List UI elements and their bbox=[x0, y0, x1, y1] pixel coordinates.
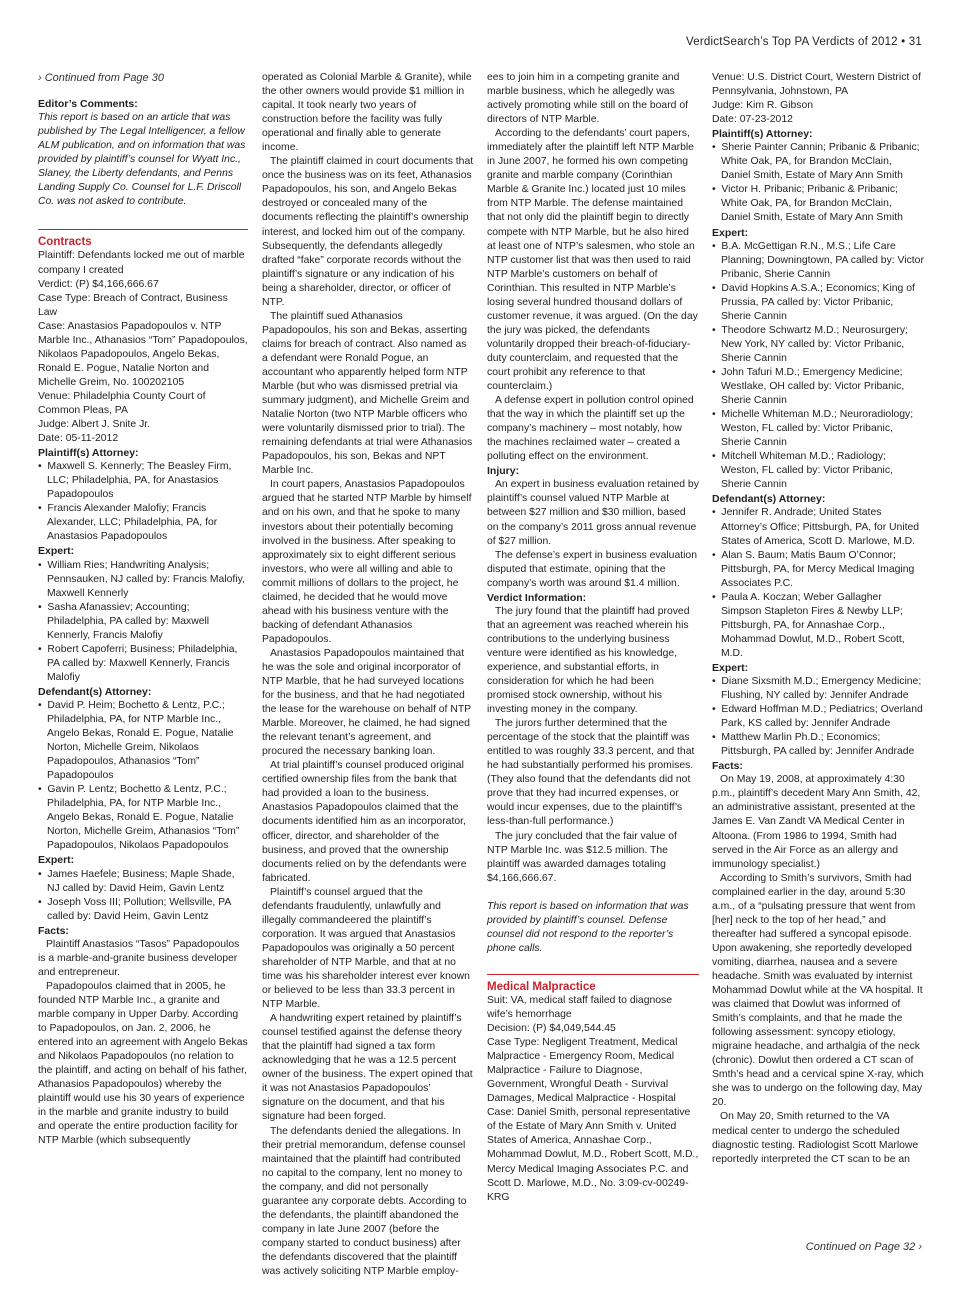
case1-defense-expert-list bbox=[38, 868, 248, 924]
case1-venue: Venue: Philadelphia County Court of Common Pleas, PA bbox=[38, 390, 206, 416]
list-item: • Francis Alexander Malofiy; Francis Alexander, LLC; Philadelphia, PA, for Anastasios Papadopoulos bbox=[38, 502, 248, 544]
case2-case-type: Case Type: Negligent Treatment, Medical Malpractice - Emergency Room, Medical Malpractice - Failure to Diagnose, Government, Wrongful Death - Survival Damages, Medical Malpractice - Hospital bbox=[487, 1037, 678, 1105]
case1-body-paragraph: Anastasios Papadopoulos maintained that he was the sole and original incorporator of NTP Marble, that he had surveyed locations for the business, and that he had negotiated the lease for the warehouse on behalf of NTP Marble. Moreover, he claimed, he had signed the relevant tenant’s agreement, and procured the necessary banking loan. bbox=[262, 647, 471, 758]
case1-plaintiff: Plaintiff: Defendants locked me out of marble company I created bbox=[38, 250, 245, 276]
case1-body-paragraph: operated as Colonial Marble & Granite), while the other owners would provide $1 million in capital. It took nearly two years of construction before the facility was fully operational and finally able to generate income. bbox=[262, 72, 472, 154]
list-item: • Sasha Afanassiev; Accounting; Philadelphia, PA called by: Maxwell Kennerly, Francis Malofiy bbox=[38, 601, 248, 643]
column-3 bbox=[487, 71, 699, 1205]
case1-body-paragraph: In court papers, Anastasios Papadopoulos argued that he started NTP Marble by himself and on his own, and that he spoke to many investors about their potentially becoming involved in the business. After speaking to approximately six to eight different serious investors, who were all willing and able to commit millions of dollars to the project, he claimed, he decided that he would move ahead with his business venture with the backing of defendant Athanasios Papadopoulos. bbox=[262, 479, 472, 645]
case2-facts-paragraph: According to Smith’s survivors, Smith had complained earlier in the day, around 5:30 a.m., of a “pulsating pressure that went from [her] neck to the top of her head,” and thereafter had suffered a syncopal episode. Upon awakening, she reportedly developed vomiting, diarrhea, nausea and a severe headache. Smith was evaluated by internist Mohammad Dowlut while at the VA hospital. It was claimed that Dowlut was informed of Smith’s complaints, and that he made the following assessment: syncopy etiology, migraine headache, and arthalgia of the neck (chronic). Dowlut then ordered a CT scan of Smth’s head and a cervical spine X-ray, which she was to undergo on the following day, May 20. bbox=[712, 872, 924, 1109]
column-1 bbox=[38, 71, 248, 1148]
case1-plaintiff-attorney-heading: Plaintiff(s) Attorney: bbox=[38, 447, 139, 460]
case1-body-paragraph: According to the defendants’ court papers, immediately after the plaintiff left NTP Marble in June 2007, he formed his own competing granite and marble company (Corinthian Marble & Granite Inc.) located just 10 miles from NTP Marble. The defense maintained that not only did the plaintiff begin to directly compete with NTP Marble, but he also hired at least one of NTP’s salesmen, who stole an NTP customer list that was then used to raid NTP Marble’s customers on behalf of Corinthian. This resulted in NTP Marble’s losing several hundred thousand dollars of customer revenue, it was argued. (On the day the jury was picked, the defendants voluntarily dropped their breach-of-fiduciary-duty counterclaim, and requested that the court prohibit any reference to that counterclaim.) bbox=[487, 128, 698, 393]
list-item: • Robert Capoferri; Business; Philadelphia, PA called by: Maxwell Kennerly, Francis Malofiy bbox=[38, 643, 248, 685]
case1-case: Case: Anastasios Papadopoulos v. NTP Marble Inc., Athanasios “Tom” Papadopoulos, Nikolaos Papadopoulos, Angelo Bekas, Ronald E. Pogue, Natalie Norton and Michelle Greim, No. 100202105 bbox=[38, 320, 248, 388]
case1-defendant-attorney-heading: Defendant(s) Attorney: bbox=[38, 685, 152, 698]
list-item: • Matthew Marlin Ph.D.; Economics; Pittsburgh, PA called by: Jennifer Andrade bbox=[712, 731, 924, 759]
section-title-contracts: Contracts bbox=[38, 229, 248, 249]
list-item: • James Haefele; Business; Maple Shade, NJ called by: David Heim, Gavin Lentz bbox=[38, 868, 248, 896]
case1-plaintiff-expert-list bbox=[38, 559, 248, 685]
case1-judge: Judge: Albert J. Snite Jr. bbox=[38, 419, 151, 431]
case1-facts-paragraph: Papadopoulos claimed that in 2005, he founded NTP Marble Inc., a granite and marble company in Upper Darby. According to Papadopoulos, on Jan. 2, 2006, he entered into an agreement with Angelo Bekas and Nikolaos Papadopoulos (no relation to the plaintiff, and acting on behalf of his father, Athanasios Papadopoulos) whereby the plaintiff would use his 30 years of experience in the marble and granite industry to build and operate the entire production facility for NTP Marble (which subsequently bbox=[38, 980, 248, 1147]
case1-body-paragraph: A handwriting expert retained by plaintiff’s counsel testified against the defense theory that the plaintiff had signed a tax form acknowledging that he was a 12.5 percent owner of the business. The expert opined that it was not Anastasios Papadopoulos’ signature on the document, and that his signature had been forged. bbox=[262, 1013, 473, 1123]
case1-body-paragraph: At trial plaintiff’s counsel produced original certified ownership files from the bank that had provided a loan to the business. Anastasios Papadopoulos claimed that the documents identified him as an incorporator, officer, director, and shareholder of the business, and proved that the ownership documents relied on by the defendants were fabricated. bbox=[262, 760, 467, 884]
continued-from-link[interactable]: › Continued from Page 30 bbox=[38, 72, 164, 84]
column-4 bbox=[712, 71, 924, 1167]
list-item: • David P. Heim; Bochetto & Lentz, P.C.; Philadelphia, PA, for NTP Marble Inc., Angelo Bekas, Ronald E. Pogue, Natalie Norton, Michelle Greim, Nikolaos Papadopoulos, Athanasios “Tom” Papadopoulos bbox=[38, 699, 248, 783]
case1-defendant-attorney-list bbox=[38, 699, 248, 854]
case1-injury-heading: Injury: bbox=[487, 465, 520, 478]
case2-date: Date: 07-23-2012 bbox=[712, 114, 793, 126]
case2-decision: Decision: (P) $4,049,544.45 bbox=[487, 1023, 616, 1035]
case2-venue: Venue: U.S. District Court, Western District of Pennsylvania, Johnstown, PA bbox=[712, 72, 921, 98]
case2-defense-expert-list bbox=[712, 675, 924, 759]
case1-facts-heading: Facts: bbox=[38, 924, 69, 937]
case1-date: Date: 05-11-2012 bbox=[38, 433, 119, 445]
case1-body-paragraph: A defense expert in pollution control opined that the way in which the plaintiff set up the company’s machinery – most notably, how the machines reclaimed water – created a polluting effect on the environment. bbox=[487, 395, 694, 463]
case2-defense-expert-heading: Expert: bbox=[712, 661, 749, 674]
list-item: • Theodore Schwartz M.D.; Neurosurgery; New York, NY called by: Victor Pribanic, Sherie Cannin bbox=[712, 324, 924, 366]
list-item: • Alan S. Baum; Matis Baum O’Connor; Pittsburgh, PA, for Mercy Medical Imaging Associates P.C. bbox=[712, 549, 924, 591]
list-item: • John Tafuri M.D.; Emergency Medicine; Westlake, OH called by: Victor Pribanic, Sherie Cannin bbox=[712, 366, 924, 408]
case1-body-paragraph: The plaintiff claimed in court documents that once the business was on its feet, Athanasios Papadopoulos, his son, and Angelo Bekas destroyed or concealed many of the documents reflecting the plaintiff’s ownership interest, and locked him out of the company. Subsequently, the defendants allegedly drafted “fake” corporate records without the plaintiff’s signature or any indication of his being a shareholder, director, or officer of NTP. bbox=[262, 156, 474, 308]
case2-suit: Suit: VA, medical staff failed to diagnose wife’s hemorrhage bbox=[487, 994, 673, 1020]
case1-body-paragraph: ees to join him in a competing granite and marble business, which he allegedly was actively promoting while still on the board of directors of NTP Marble. bbox=[487, 72, 688, 126]
case1-injury-paragraph: An expert in business evaluation retained by plaintiff’s counsel valued NTP Marble at between $27 million and $30 million, based on the company’s 2011 gross annual revenue of $27 million. bbox=[487, 479, 699, 547]
editors-comments-text: This report is based on an article that was published by The Legal Intelligencer, a fellow ALM publication, and on information that was provided by plaintiff’s counsel for Wyatt Inc., Slaney, the Liberty defendants, and Penns Landing Supply Co. Counsel for L.F. Driscoll Co. was not asked to contribute. bbox=[38, 112, 246, 208]
case2-judge: Judge: Kim R. Gibson bbox=[712, 100, 814, 112]
case1-case-type: Case Type: Breach of Contract, Business Law bbox=[38, 292, 228, 318]
case1-body-paragraph: The defendants denied the allegations. In their pretrial memorandum, defense counsel maintained that the plaintiff had contributed no capital to the company, lent no money to the company, and did not personally guarantee any corporate debts. According to the defendants, the plaintiff abandoned the company in late June 2007 (before the company started to conduct business) after the defendants discovered that the plaintiff was actively soliciting NTP Marble employ- bbox=[262, 1125, 467, 1277]
list-item: • William Ries; Handwriting Analysis; Pennsauken, NJ called by: Francis Malofiy, Maxwell Kennerly bbox=[38, 559, 248, 601]
case1-body-paragraph: The plaintiff sued Athanasios Papadopoulos, his son and Bekas, asserting claims for breach of contract. Also named as a defendant were Ronald Pogue, an accountant who apparently helped form NTP Marble (but who was dismissed pretrial via summary judgment), and Michelle Greim and Natalie Norton (two NTP Marble officers who were voluntarily dismissed prior to trial). The remaining defendants at trial were Athanasios Papadopoulos, his son, Bekas and NPT Marble Inc. bbox=[262, 310, 473, 477]
case1-verdict: Verdict: (P) $4,166,666.67 bbox=[38, 278, 159, 290]
case2-defendant-attorney-list bbox=[712, 506, 924, 661]
case1-verdict-paragraph: The jurors further determined that the percentage of the stock that the plaintiff was entitled to was roughly 33.3 percent, and that he had substantially performed his promises. (They also found that the defendants did not prove that they had incurred expenses, or would incur expenses, due to the plaintiff’s less-than-full performance.) bbox=[487, 718, 695, 828]
list-item: • Sherie Painter Cannin; Pribanic & Pribanic; White Oak, PA, for Brandon McClain, Daniel Smith, Estate of Mary Ann Smith bbox=[712, 141, 924, 183]
case1-plaintiff-attorney-list bbox=[38, 460, 248, 544]
list-item: • Jennifer R. Andrade; United States Attorney’s Office; Pittsburgh, PA, for United States of America, Scott D. Marlowe, M.D. bbox=[712, 506, 924, 548]
section-title-medical-malpractice: Medical Malpractice bbox=[487, 974, 699, 994]
case2-facts-paragraph: On May 19, 2008, at approximately 4:30 p.m., plaintiff’s decedent Mary Ann Smith, 42, an administrative assistant, presented at the James E. Van Zandt VA Medical Center in Altoona. (From 1986 to 1994, Smith had served in the Air Force as an allergy and immunology specialist.) bbox=[712, 774, 921, 870]
case1-injury-paragraph: The defense’s expert in business evaluation disputed that estimate, opining that the company’s worth was around $1.4 million. bbox=[487, 549, 697, 589]
list-item: • Gavin P. Lentz; Bochetto & Lentz, P.C.; Philadelphia, PA, for NTP Marble Inc., Angelo Bekas, Ronald E. Pogue, Natalie Norton, Michelle Greim, Athanasios “Tom” Papadopoulos, Nikolaos Papadopoulos bbox=[38, 783, 248, 853]
continued-on-link[interactable]: Continued on Page 32 › bbox=[805, 1241, 922, 1253]
list-item: • B.A. McGettigan R.N., M.S.; Life Care Planning; Downingtown, PA called by: Victor Pribanic, Sherie Cannin bbox=[712, 240, 924, 282]
list-item: • Diane Sixsmith M.D.; Emergency Medicine; Flushing, NY called by: Jennifer Andrade bbox=[712, 675, 924, 703]
case1-defense-expert-heading: Expert: bbox=[38, 854, 75, 867]
list-item: • Mitchell Whiteman M.D.; Radiology; Weston, FL called by: Victor Pribanic, Sherie Cannin bbox=[712, 450, 924, 492]
case1-verdict-paragraph: The jury found that the plaintiff had proved that an agreement was reached wherein his contributions to the underlying business venture were identified as his knowledge, experience, and substantial efforts, in consideration for which he had been promised stock ownership, without his investing money in the company. bbox=[487, 605, 690, 716]
page-header: VerdictSearch’s Top PA Verdicts of 2012 • 31 bbox=[686, 36, 922, 48]
case2-facts-paragraph: On May 20, Smith returned to the VA medical center to undergo the scheduled diagnostic testing. Radiologist Scott Marlowe reportedly interpreted the CT scan to be an bbox=[712, 1111, 919, 1165]
case2-defendant-attorney-heading: Defendant(s) Attorney: bbox=[712, 493, 826, 506]
list-item: • Maxwell S. Kennerly; The Beasley Firm, LLC; Philadelphia, PA, for Anastasios Papadopoulos bbox=[38, 460, 248, 502]
case2-plaintiff-expert-list bbox=[712, 240, 924, 493]
list-item: • David Hopkins A.S.A.; Economics; King of Prussia, PA called by: Victor Pribanic, Sherie Cannin bbox=[712, 282, 924, 324]
case2-expert-heading: Expert: bbox=[712, 226, 749, 239]
case1-verdict-info-heading: Verdict Information: bbox=[487, 591, 587, 604]
case2-case: Case: Daniel Smith, personal representative of the Estate of Mary Ann Smith v. United States of America, Annashae Corp., Mohammad Dowlut, M.D., Robert Scott, M.D., Mercy Medical Imaging Associates P.C. and Scott D. Marlowe, M.D., No. 3:09-cv-00249-KRG bbox=[487, 1107, 699, 1203]
case1-body-paragraph: Plaintiff’s counsel argued that the defendants fraudulently, unlawfully and illegally commandeered the plaintiff’s corporation. It was argued that Anastasios Papadopoulos was originally a 50 percent shareholder of NTP Marble, and that at no time was his shareholder interest ever known or believed to be less than 33.3 percent in NTP Marble. bbox=[262, 886, 470, 1011]
column-2 bbox=[262, 71, 474, 1279]
list-item: • Michelle Whiteman M.D.; Neuroradiology; Weston, FL called by: Victor Pribanic, Sherie Cannin bbox=[712, 408, 924, 450]
case1-expert-heading: Expert: bbox=[38, 545, 75, 558]
list-item: • Paula A. Koczan; Weber Gallagher Simpson Stapleton Fires & Newby LLP; Pittsburgh, PA, for Annashae Corp., Mohammad Dowlut, M.D., Robert Scott, M.D. bbox=[712, 591, 924, 661]
case2-plaintiff-attorney-heading: Plaintiff(s) Attorney: bbox=[712, 128, 813, 141]
case1-source-note: This report is based on information that was provided by plaintiff’s counsel. Defense counsel did not respond to the reporter’s phone calls. bbox=[487, 900, 689, 954]
list-item: • Edward Hoffman M.D.; Pediatrics; Overland Park, KS called by: Jennifer Andrade bbox=[712, 703, 924, 731]
list-item: • Victor H. Pribanic; Pribanic & Pribanic; White Oak, PA, for Brandon McClain, Daniel Smith, Estate of Mary Ann Smith bbox=[712, 183, 924, 225]
case2-facts-heading: Facts: bbox=[712, 760, 743, 773]
case1-facts-paragraph: Plaintiff Anastasios “Tasos” Papadopoulos is a marble-and-granite business developer and entrepreneur. bbox=[38, 938, 240, 978]
case1-verdict-paragraph: The jury concluded that the fair value of NTP Marble Inc. was $12.5 million. The plaintiff was awarded damages totaling $4,166,666.67. bbox=[487, 830, 677, 884]
list-item: • Joseph Voss III; Pollution; Wellsville, PA called by: David Heim, Gavin Lentz bbox=[38, 896, 248, 924]
editors-comments-heading: Editor’s Comments: bbox=[38, 98, 138, 111]
case2-plaintiff-attorney-list bbox=[712, 141, 924, 225]
